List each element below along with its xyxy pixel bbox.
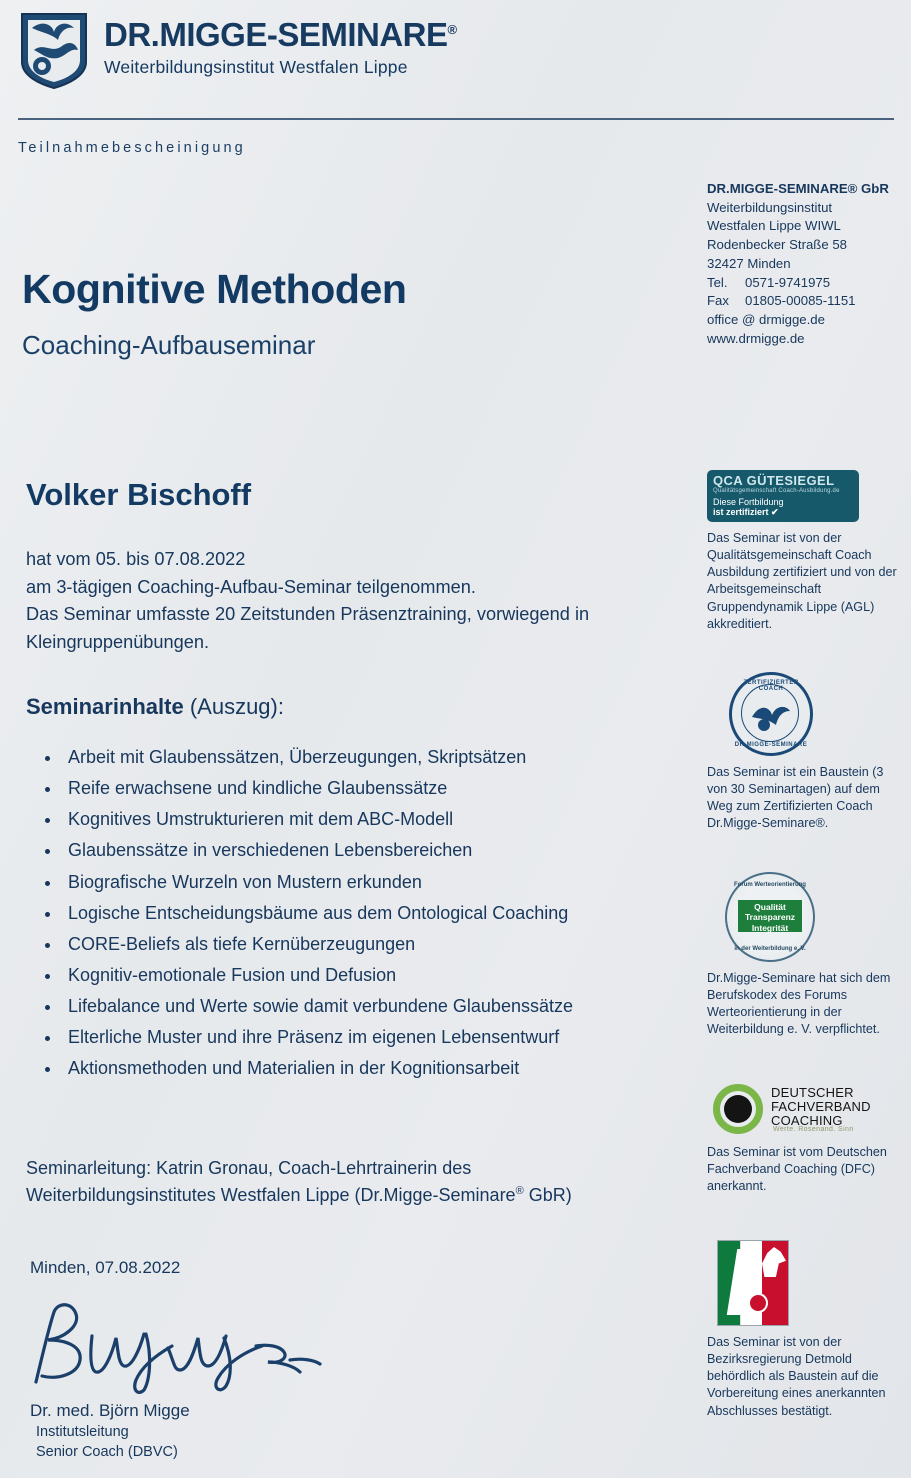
header-divider: [18, 118, 894, 120]
document-kind-label: Teilnahmebescheinigung: [18, 140, 246, 156]
address-city: 32427 Minden: [707, 255, 791, 271]
dfc-letters: [771, 1086, 871, 1128]
list-item: • Biografische Wurzeln von Mustern erkunden: [62, 867, 702, 898]
address-line-2: Westfalen Lippe WIWL: [707, 218, 841, 234]
handwritten-signature: [18, 1296, 338, 1396]
list-item: • Arbeit mit Glaubenssätzen, Überzeugungen, Skriptsätzen: [62, 742, 702, 773]
brand-subtitle: Weiterbildungsinstitut Westfalen Lippe: [104, 56, 408, 77]
seal-caption: Das Seminar ist ein Baustein (3 von 30 Seminartagen) auf dem Weg zum Zertifizierten Coach Dr.Migge-Seminare®.: [707, 765, 884, 831]
place-and-date: Minden, 07.08.2022: [30, 1258, 181, 1277]
forum-seal-top-text: Forum Werteorientierung: [734, 882, 806, 888]
coach-seal-bottom-text: DR.MIGGE-SEMINARE: [734, 742, 808, 748]
seal-caption: Dr.Migge-Seminare hat sich dem Berufskodex des Forums Werteorientierung in der Weiterbildung e. V. verpflichtet.: [707, 971, 891, 1037]
document-header: [0, 0, 911, 104]
dfc-line-1: DEUTSCHER: [771, 1085, 854, 1100]
institute-crest-icon: [18, 10, 90, 90]
seal-forum-werteorientierung: [707, 872, 907, 1039]
certificate-body: [26, 546, 666, 657]
seal-nrw: [707, 1240, 907, 1420]
signer-block: [30, 1400, 190, 1462]
list-item: • Glaubenssätze in verschiedenen Lebensbereichen: [62, 835, 702, 866]
list-item: • CORE-Beliefs als tiefe Kernüberzeugungen: [62, 929, 702, 960]
address-line-1: Weiterbildungsinstitut: [707, 199, 833, 215]
forum-seal-bottom-text: in der Weiterbildung e. V.: [734, 946, 806, 952]
qca-guetesiegel-icon: [707, 470, 859, 522]
leadership-line-1: Seminarleitung: Katrin Gronau, Coach-Lehrtrainerin des: [26, 1158, 472, 1178]
qca-badge-title: QCA GÜTESIEGEL: [713, 473, 835, 488]
body-line-1: hat vom 05. bis 07.08.2022: [26, 549, 246, 569]
qca-badge-line-1: Diese Fortbildung: [713, 497, 784, 507]
seminar-contents-list: [40, 742, 702, 1084]
list-item: • Reife erwachsene und kindliche Glaubenssätze: [62, 773, 702, 804]
brand-title: DR.MIGGE-SEMINARE®: [104, 16, 457, 53]
list-item: • Logische Entscheidungsbäume aus dem Ontological Coaching: [62, 898, 702, 929]
signer-role-1: Institutsleitung: [36, 1423, 129, 1440]
zertifizierter-coach-icon: [729, 672, 813, 756]
coach-seal-inner-ring: [741, 684, 799, 742]
address-fax: Fax 01805-00085-1151: [707, 293, 856, 309]
body-line-4: Kleingruppenübungen.: [26, 631, 210, 652]
qca-badge-line-2: ist zertifiziert ✔: [713, 507, 779, 517]
body-line-2: am 3-tägigen Coaching-Aufbau-Seminar teilgenommen.: [26, 576, 476, 597]
dfc-slogan: Werte. Rosenand. Sinn: [773, 1126, 854, 1133]
forum-seal-bar-line-2: Transparenz: [744, 912, 796, 923]
address-email: office @ drmigge.de: [707, 312, 825, 328]
forum-seal-bar-line-3: Integrität: [751, 922, 789, 933]
institute-address: [707, 180, 907, 349]
dfc-logo-icon: [707, 1082, 882, 1136]
forum-seal-bar-line-1: Qualität: [754, 902, 786, 912]
leadership-line-2: Weiterbildungsinstitutes Westfalen Lippe (Dr.Migge-Seminare® GbR): [26, 1185, 572, 1205]
qca-badge-subtitle: Qualitätsgemeinschaft Coach-Ausbildung.de: [713, 488, 840, 494]
address-telephone: Tel. 0571-9741975: [707, 274, 831, 290]
participant-name: Volker Bischoff: [26, 477, 252, 512]
list-item: • Kognitives Umstrukturieren mit dem ABC-Modell: [62, 804, 702, 835]
signer-role-2: Senior Coach (DBVC): [36, 1443, 178, 1460]
address-website: www.drmigge.de: [707, 330, 805, 346]
forum-seal-bar: [738, 900, 802, 932]
brand-block: [104, 18, 457, 78]
seal-caption: Das Seminar ist vom Deutschen Fachverband Coaching (DFC) anerkannt.: [707, 1145, 887, 1194]
seal-zertifizierter-coach: [707, 672, 907, 833]
seminar-leadership: [26, 1155, 686, 1209]
nrw-wappen-icon: [717, 1240, 789, 1326]
seal-dfc: [707, 1082, 907, 1195]
list-item: • Elterliche Muster und ihre Präsenz im eigenen Lebensentwurf: [62, 1022, 702, 1053]
seal-caption: Das Seminar ist von der Qualitätsgemeinschaft Coach Ausbildung zertifiziert und von der Arbeitsgemeinschaft Gruppendynamik Lippe (AGL) akkreditiert.: [707, 531, 897, 631]
seminar-subtitle: Coaching-Aufbauseminar: [22, 330, 316, 360]
forum-werteorientierung-icon: [725, 872, 815, 962]
list-item: • Kognitiv-emotionale Fusion und Defusion: [62, 960, 702, 991]
list-item: • Aktionsmethoden und Materialien in der Kognitionsarbeit: [62, 1053, 702, 1084]
address-street: Rodenbecker Straße 58: [707, 237, 848, 253]
dfc-dot: [724, 1095, 752, 1123]
body-line-3: Das Seminar umfasste 20 Zeitstunden Präsenztraining, vorwiegend in: [26, 604, 590, 625]
dfc-line-3: COACHING: [771, 1113, 843, 1129]
nrw-rose: [748, 1293, 768, 1313]
dfc-line-2: FACHVERBAND: [771, 1099, 871, 1115]
coach-seal-top-text: ZERTIFIZIERTER COACH: [743, 680, 799, 692]
seal-caption: Das Seminar ist von der Bezirksregierung Detmold behördlich als Baustein auf die Vorbereitung eines anerkannten Abschlusses bestätigt.: [707, 1335, 886, 1418]
seminar-title: Kognitive Methoden: [22, 266, 407, 312]
address-company: DR.MIGGE-SEMINARE® GbR: [707, 181, 889, 196]
list-item: • Lifebalance und Werte sowie damit verbundene Glaubenssätze: [62, 991, 702, 1022]
contents-heading: Seminarinhalte (Auszug):: [26, 694, 284, 719]
seal-qca: [707, 470, 907, 633]
signer-name: Dr. med. Björn Migge: [30, 1401, 190, 1420]
